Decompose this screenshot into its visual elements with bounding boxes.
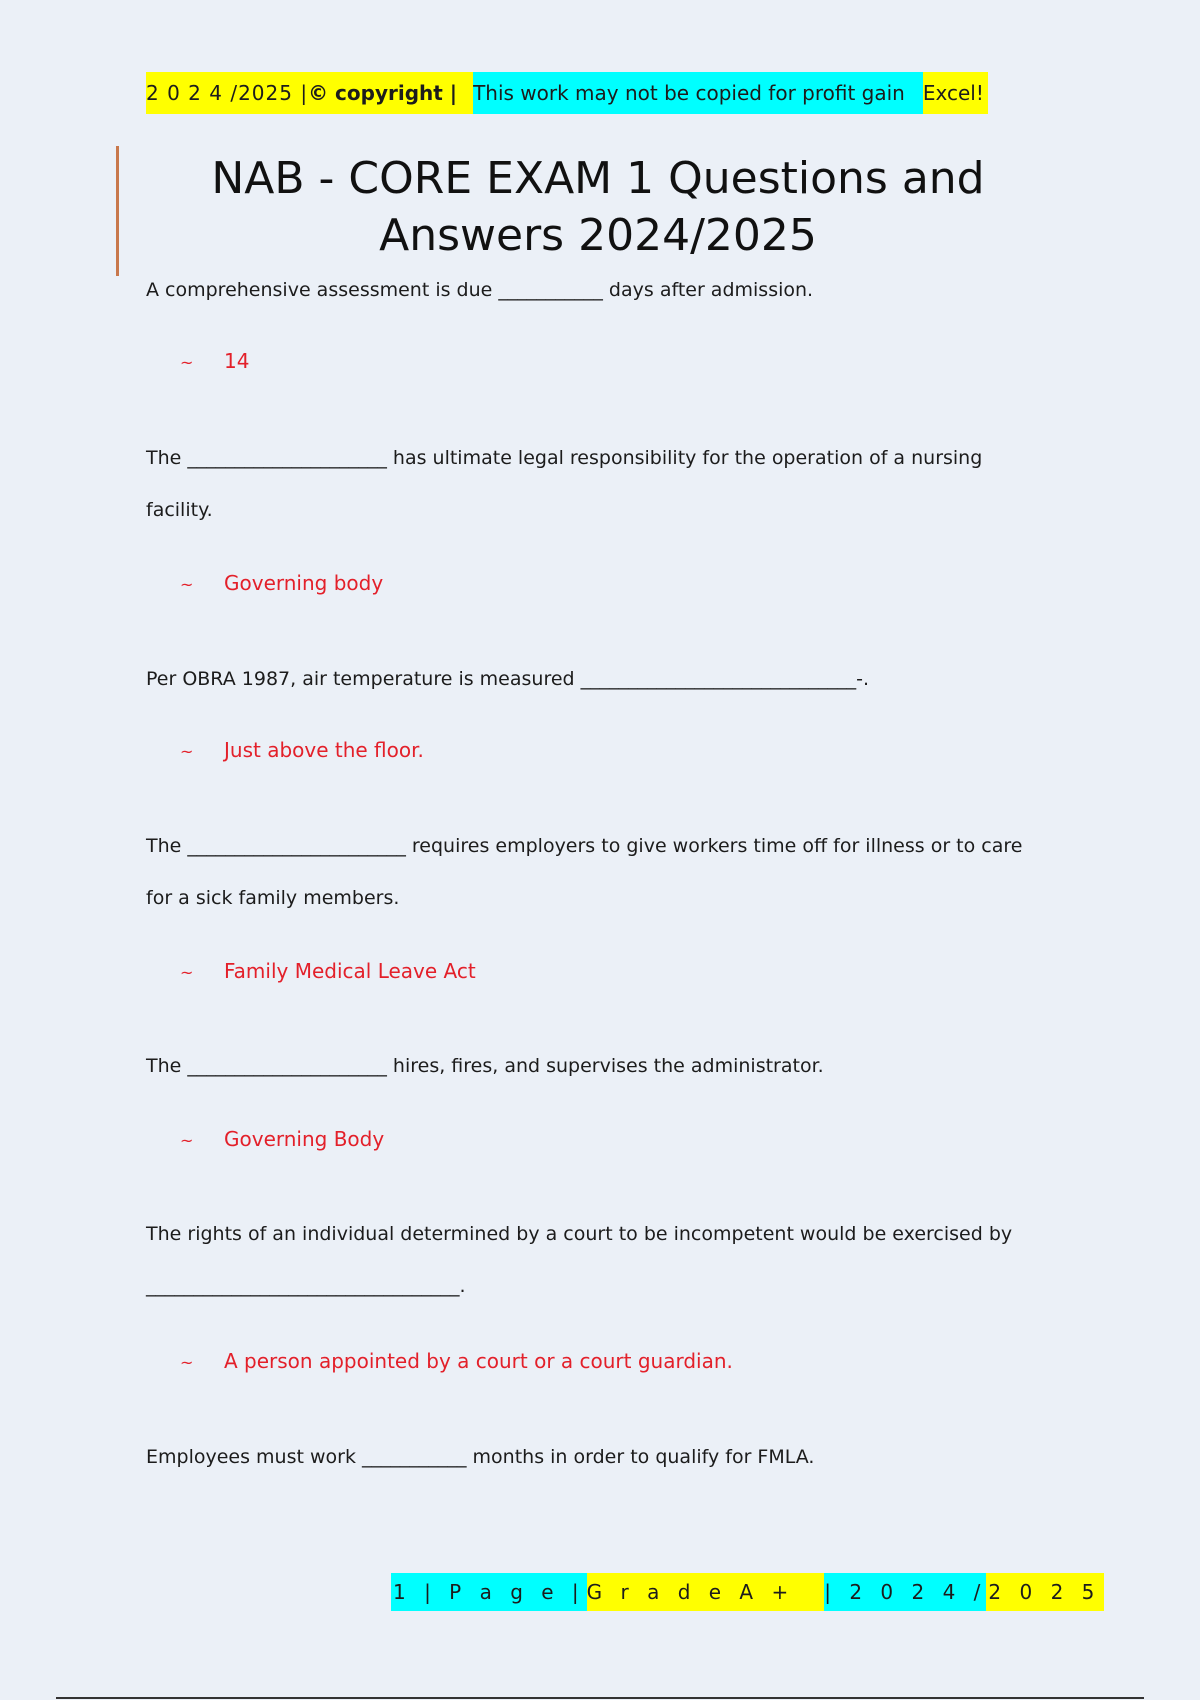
footer-banner — [391, 1573, 1104, 1611]
answer-6 — [180, 1346, 733, 1378]
answer-3 — [180, 735, 424, 767]
answer-marker: ~ — [180, 1131, 194, 1150]
question-1: A comprehensive assessment is due ___________ days after admission. — [146, 279, 814, 301]
question-5: The _____________________ hires, fires, and supervises the administrator. — [146, 1055, 824, 1077]
answer-text: 14 — [224, 349, 250, 373]
answer-marker: ~ — [180, 963, 194, 982]
answer-text: Governing Body — [224, 1127, 385, 1151]
answer-text: Family Medical Leave Act — [224, 959, 476, 983]
page-title — [146, 150, 1050, 264]
question-3: Per OBRA 1987, air temperature is measured _____________________________-. — [146, 668, 870, 690]
bottom-divider — [56, 1697, 1144, 1699]
footer-grade: G r a d e A + — [587, 1573, 825, 1611]
answer-marker: ~ — [180, 353, 194, 372]
question-6: The rights of an individual determined by a court to be incompetent would be exercised by _________________________________. — [146, 1223, 1013, 1297]
title-accent-bar — [116, 146, 119, 276]
answer-marker: ~ — [180, 1353, 194, 1372]
answer-2 — [180, 568, 383, 600]
header-copyright: © copyright | — [308, 72, 473, 114]
answer-text: A person appointed by a court or a court guardian. — [224, 1349, 733, 1373]
title-line-1: NAB - CORE EXAM 1 Questions and — [211, 153, 985, 204]
answer-4 — [180, 956, 476, 988]
question-2: The _____________________ has ultimate legal responsibility for the operation of a nursing facility. — [146, 447, 983, 521]
header-excel: Excel! — [923, 72, 988, 114]
answer-text: Governing body — [224, 571, 384, 595]
answer-text: Just above the floor. — [224, 738, 424, 762]
answer-marker: ~ — [180, 575, 194, 594]
answer-5 — [180, 1124, 384, 1156]
header-notice: This work may not be copied for profit gain — [473, 72, 923, 114]
header-year: 2 0 2 4 /2025 | — [146, 72, 308, 114]
question-4: The _______________________ requires employers to give workers time off for illness or to care for a sick family members. — [146, 835, 1023, 909]
question-7: Employees must work ___________ months in order to qualify for FMLA. — [146, 1446, 815, 1468]
answer-1 — [180, 346, 249, 378]
answer-marker: ~ — [180, 742, 194, 761]
title-line-2: Answers 2024/2025 — [379, 210, 817, 261]
header-banner — [146, 72, 988, 114]
footer-year-start: | 2 0 2 4 / — [824, 1573, 986, 1611]
footer-page-number: 1 | P a g e | — [391, 1573, 587, 1611]
footer-year-end: 2 0 2 5 — [986, 1573, 1104, 1611]
